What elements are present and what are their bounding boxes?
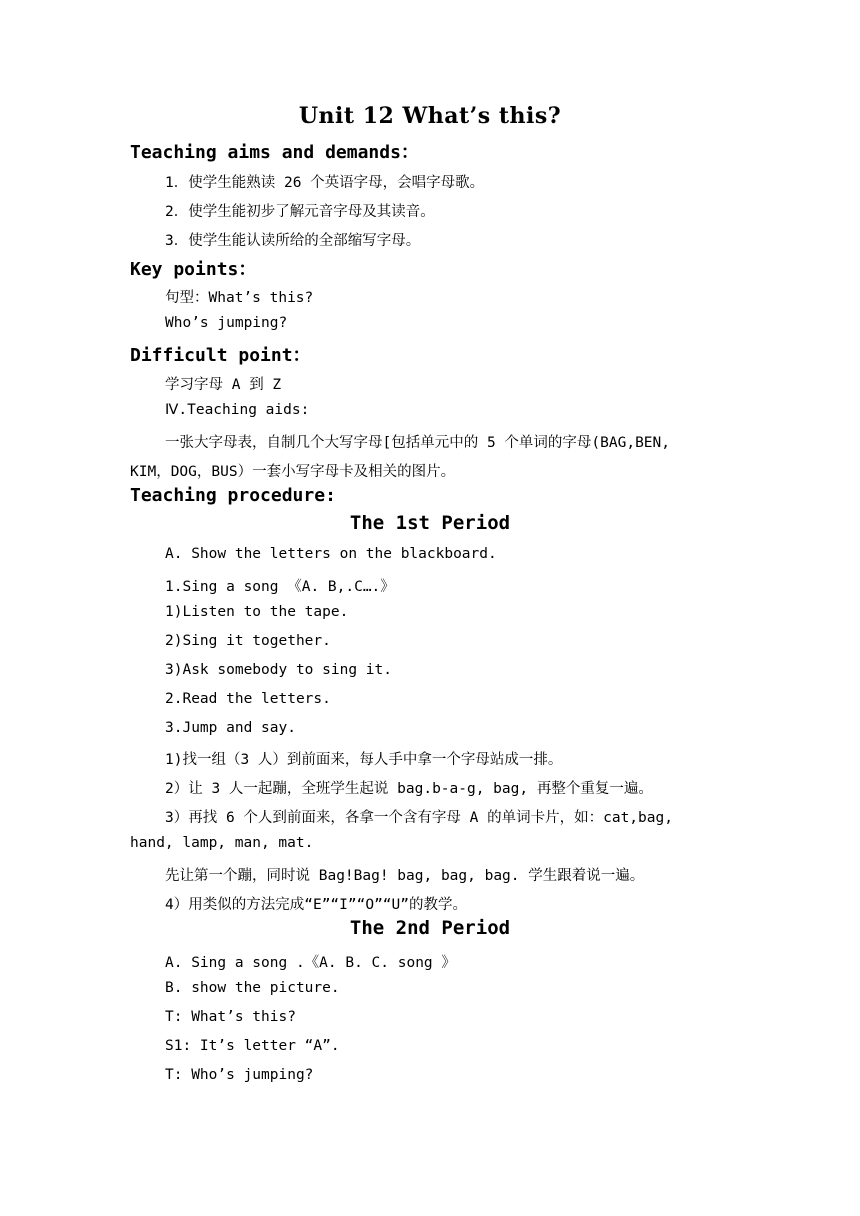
period-2-item: B. show the picture.: [165, 980, 340, 996]
key-point-item: 句型：What’s this?: [165, 290, 314, 306]
difficult-heading: Difficult point：: [130, 345, 311, 366]
key-points-heading: Key points：: [130, 259, 257, 280]
period-1-item: 2)Sing it together.: [165, 633, 331, 649]
period-1-item: 2.Read the letters.: [165, 691, 331, 707]
period-2-item: T: What’s this?: [165, 1009, 296, 1025]
period-1-item: 4）用类似的方法完成“E”“I”“O”“U”的教学。: [165, 897, 467, 913]
period-1-item: 先让第一个蹦，同时说 Bag!Bag! bag, bag, bag. 学生跟着说一遍。: [165, 868, 645, 884]
aims-heading: Teaching aims and demands：: [130, 142, 419, 163]
page-title: Unit 12 What’s this?: [298, 103, 562, 129]
period-1-item: 3）再找 6 个人到前面来，各拿一个含有字母 A 的单词卡片，如：cat,bag,: [165, 810, 673, 826]
period-1-item: 2）让 3 人一起蹦，全班学生起说 bag.b-a-g, bag, 再整个重复一遍。: [165, 781, 653, 797]
period-1-title: The 1st Period: [349, 512, 511, 534]
teaching-aids-text: 一张大字母表，自制几个大写字母[包括单元中的 5 个单词的字母(BAG,BEN,: [165, 435, 670, 451]
period-1-item: 3.Jump and say.: [165, 720, 296, 736]
period-1-item: 1.Sing a song 《A. B,.C….》: [165, 579, 395, 595]
key-point-item: Who’s jumping?: [165, 315, 288, 331]
period-2-item: T: Who’s jumping?: [165, 1067, 314, 1083]
period-1-item: 3)Ask somebody to sing it.: [165, 662, 392, 678]
difficult-item: 学习字母 A 到 Z: [165, 377, 282, 393]
period-2-item: A. Sing a song .《A. B. C. song 》: [165, 955, 456, 971]
period-1-item: A. Show the letters on the blackboard.: [165, 546, 497, 562]
period-2-title: The 2nd Period: [349, 917, 511, 939]
aims-item: 1．使学生能熟读 26 个英语字母，会唱字母歌。: [165, 175, 485, 191]
teaching-aids-text: KIM，DOG，BUS）一套小写字母卡及相关的图片。: [130, 464, 456, 480]
procedure-heading: Teaching procedure:: [130, 485, 336, 506]
teaching-aids-heading: Ⅳ.Teaching aids:: [165, 402, 310, 418]
period-2-item: S1: It’s letter “A”.: [165, 1038, 340, 1054]
period-1-item: hand, lamp, man, mat.: [130, 835, 314, 851]
period-1-item: 1)Listen to the tape.: [165, 604, 349, 620]
period-1-item: 1)找一组（3 人）到前面来，每人手中拿一个字母站成一排。: [165, 752, 563, 768]
aims-item: 3．使学生能认读所给的全部缩写字母。: [165, 233, 421, 249]
aims-item: 2．使学生能初步了解元音字母及其读音。: [165, 204, 435, 220]
